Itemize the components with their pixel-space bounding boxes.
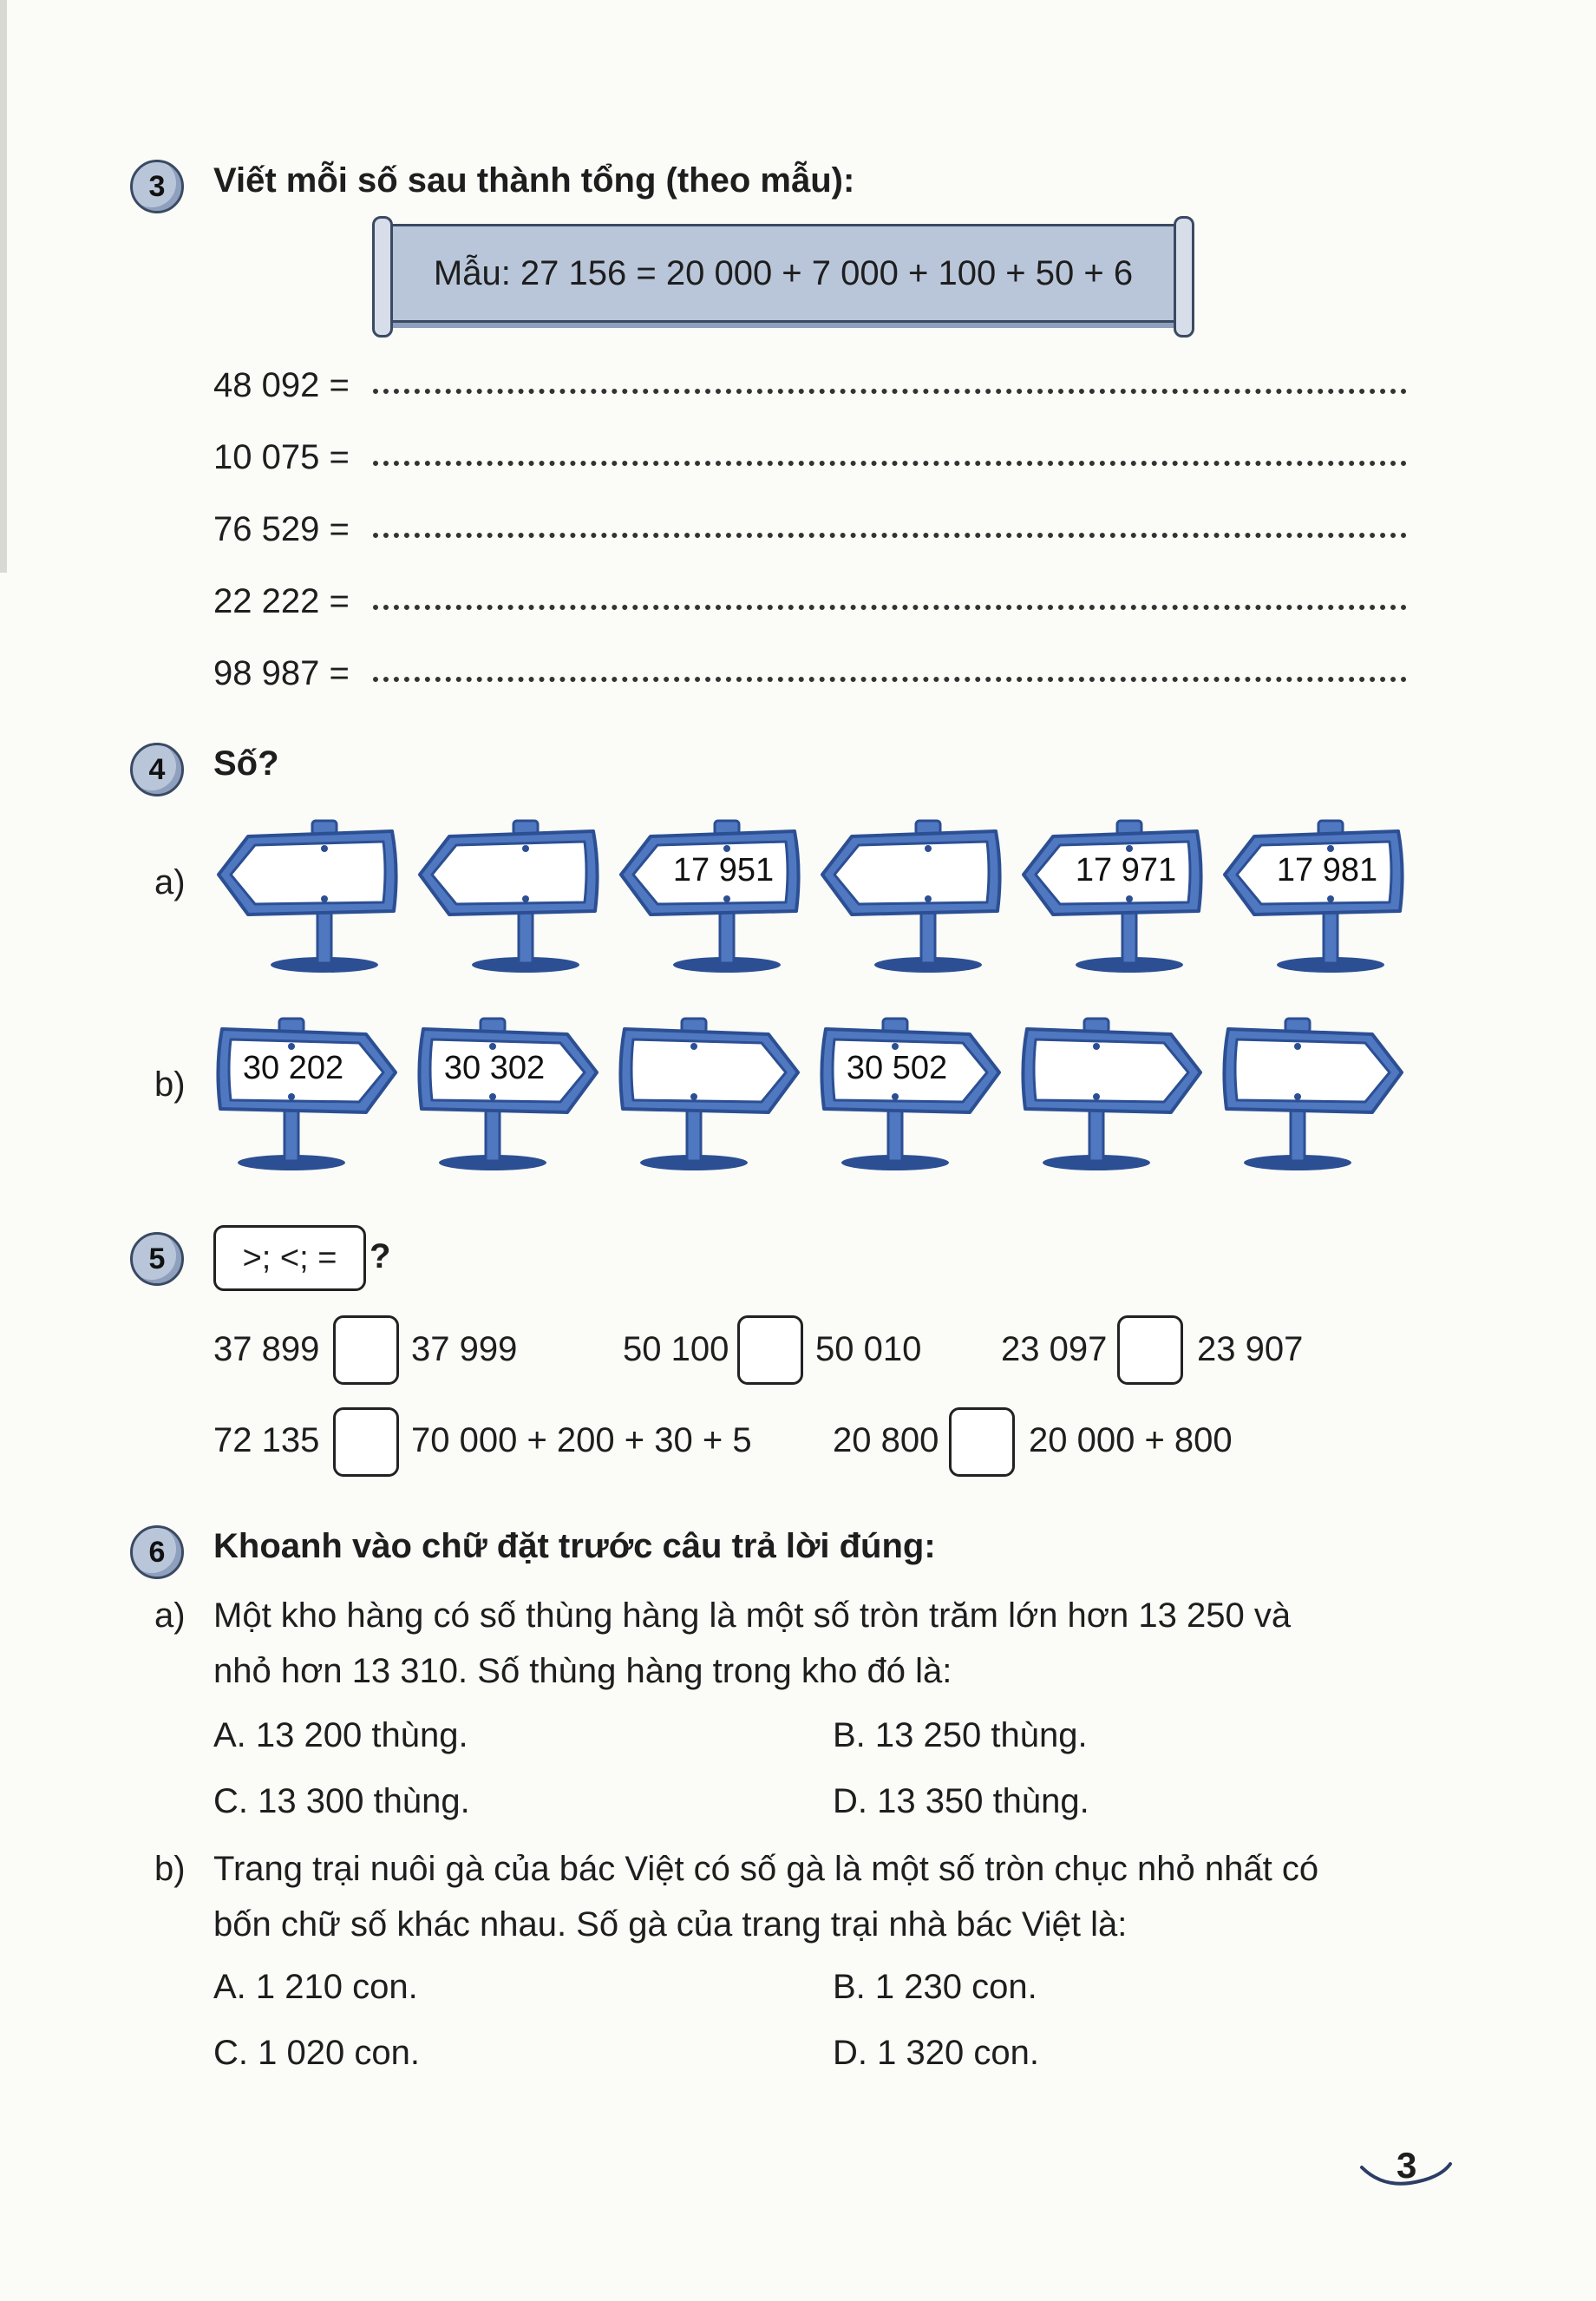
example-scroll [382, 224, 1185, 323]
signpost-a-2[interactable] [415, 817, 602, 974]
signpost-a-3[interactable] [616, 817, 803, 974]
ex3-item-1-answer-line[interactable] [373, 389, 1407, 394]
cmp-2-right: 50 010 [815, 1330, 922, 1368]
signpost-b-6[interactable] [1220, 1015, 1407, 1171]
cmp-2-answer-box[interactable] [737, 1315, 803, 1385]
signpost-left-icon [213, 817, 401, 974]
ex6-a-question-line-1: Một kho hàng có số thùng hàng là một số tròn trăm lớn hơn 13 250 và [213, 1596, 1292, 1635]
page-number: 3 [1396, 2145, 1417, 2186]
example-text: Mẫu: 27 156 = 20 000 + 7 000 + 100 + 50 + 6 [433, 254, 1134, 292]
operators-box: >; <; = [213, 1225, 366, 1291]
ex3-item-2-label: 10 075 = [213, 438, 350, 476]
cmp-1-answer-box[interactable] [333, 1315, 399, 1385]
cmp-2-left: 50 100 [623, 1330, 729, 1368]
signpost-a-5[interactable] [1018, 817, 1206, 974]
ex3-item-3-label: 76 529 = [213, 510, 350, 548]
exercise-6-title: Khoanh vào chữ đặt trước câu trả lời đúng: [213, 1527, 936, 1565]
signpost-b-1-value: 30 202 [242, 1050, 344, 1086]
ex6-b-option-a[interactable]: A. 1 210 con. [213, 1968, 418, 2006]
ex3-item-5-label: 98 987 = [213, 654, 350, 692]
ex3-item-5-answer-line[interactable] [373, 677, 1407, 682]
ex6-a-option-c[interactable]: C. 13 300 thùng. [213, 1782, 470, 1820]
signpost-b-4-value: 30 502 [846, 1050, 948, 1086]
signpost-right-icon [817, 1015, 1004, 1171]
cmp-3-answer-box[interactable] [1117, 1315, 1183, 1385]
cmp-5-left: 20 800 [833, 1421, 939, 1459]
ex3-item-2-answer-line[interactable] [373, 461, 1407, 466]
signpost-right-icon [1018, 1015, 1206, 1171]
ex3-item-3-answer-line[interactable] [373, 533, 1407, 538]
exercise-3-number: 3 [130, 160, 184, 213]
signpost-left-icon [616, 817, 803, 974]
ex6-b-option-d[interactable]: D. 1 320 con. [833, 2034, 1039, 2072]
cmp-4-left: 72 135 [213, 1421, 320, 1459]
ex4-row-a-label: a) [154, 863, 186, 901]
ex6-a-label: a) [154, 1596, 186, 1635]
signpost-a-1[interactable] [213, 817, 401, 974]
cmp-5-answer-box[interactable] [949, 1407, 1015, 1477]
signpost-left-icon [1220, 817, 1407, 974]
exercise-4-title: Số? [213, 744, 279, 783]
signpost-b-3[interactable] [616, 1015, 803, 1171]
exercise-3-title: Viết mỗi số sau thành tổng (theo mẫu): [213, 161, 855, 200]
cmp-5-right: 20 000 + 800 [1029, 1421, 1233, 1459]
page-number-swash-icon [1358, 2160, 1454, 2186]
ex4-row-b-label: b) [154, 1065, 186, 1104]
page-binding-edge [0, 0, 7, 573]
cmp-4-right: 70 000 + 200 + 30 + 5 [411, 1421, 752, 1459]
exercise-4-number: 4 [130, 743, 184, 796]
signpost-left-icon [817, 817, 1004, 974]
ex6-b-question-line-2: bốn chữ số khác nhau. Số gà của trang trại nhà bác Việt là: [213, 1905, 1128, 1944]
signpost-right-icon [213, 1015, 401, 1171]
ex3-item-4-answer-line[interactable] [373, 605, 1407, 610]
signpost-b-2[interactable] [415, 1015, 602, 1171]
signpost-left-icon [1018, 817, 1206, 974]
cmp-1-right: 37 999 [411, 1330, 518, 1368]
cmp-4-answer-box[interactable] [333, 1407, 399, 1477]
exercise-6-number: 6 [130, 1525, 184, 1579]
signpost-a-5-value: 17 971 [1075, 852, 1177, 888]
signpost-b-1[interactable] [213, 1015, 401, 1171]
exercise-5-number: 5 [130, 1232, 184, 1286]
ex6-b-label: b) [154, 1850, 186, 1888]
signpost-a-6-value: 17 981 [1276, 852, 1378, 888]
signpost-a-4[interactable] [817, 817, 1004, 974]
cmp-1-left: 37 899 [213, 1330, 320, 1368]
signpost-right-icon [1220, 1015, 1407, 1171]
signpost-b-5[interactable] [1018, 1015, 1206, 1171]
ex3-item-4-label: 22 222 = [213, 582, 350, 620]
signpost-b-2-value: 30 302 [443, 1050, 546, 1086]
ex6-b-question-line-1: Trang trại nuôi gà của bác Việt có số gà là một số tròn chục nhỏ nhất có [213, 1850, 1319, 1888]
signpost-left-icon [415, 817, 602, 974]
ex6-b-option-b[interactable]: B. 1 230 con. [833, 1968, 1037, 2006]
ex6-a-option-d[interactable]: D. 13 350 thùng. [833, 1782, 1089, 1820]
cmp-3-left: 23 097 [1001, 1330, 1108, 1368]
ex6-a-option-b[interactable]: B. 13 250 thùng. [833, 1716, 1088, 1754]
exercise-5-question-mark: ? [370, 1237, 391, 1275]
cmp-3-right: 23 907 [1197, 1330, 1304, 1368]
signpost-a-6[interactable] [1220, 817, 1407, 974]
ex6-a-option-a[interactable]: A. 13 200 thùng. [213, 1716, 468, 1754]
ex6-a-question-line-2: nhỏ hơn 13 310. Số thùng hàng trong kho đó là: [213, 1652, 952, 1690]
signpost-right-icon [616, 1015, 803, 1171]
ex6-b-option-c[interactable]: C. 1 020 con. [213, 2034, 420, 2072]
signpost-b-4[interactable] [817, 1015, 1004, 1171]
signpost-right-icon [415, 1015, 602, 1171]
signpost-a-3-value: 17 951 [672, 852, 775, 888]
ex3-item-1-label: 48 092 = [213, 366, 350, 404]
